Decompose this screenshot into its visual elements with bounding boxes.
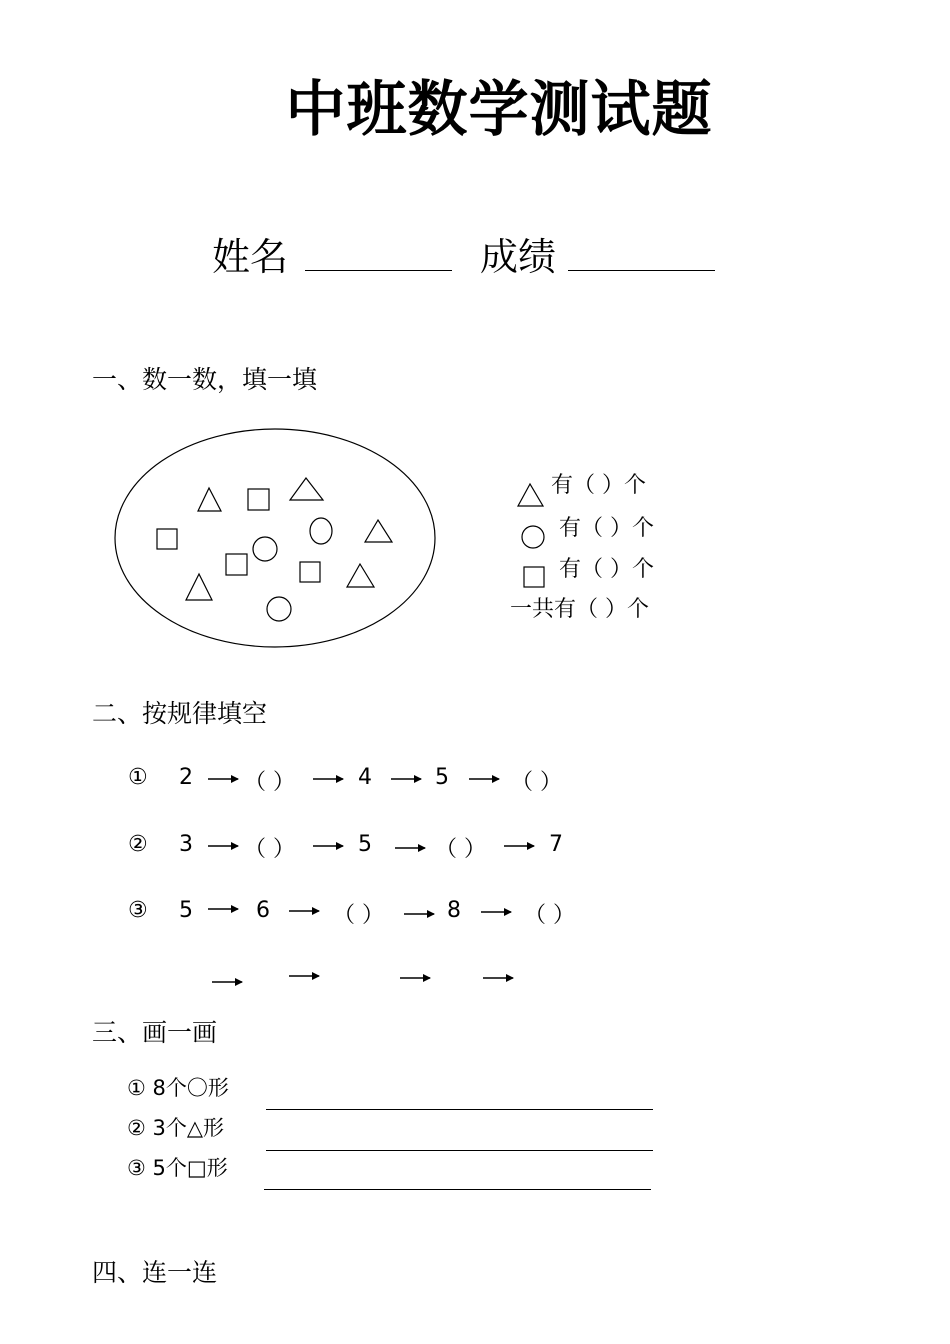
- section3-heading: 三、画一画: [92, 1018, 218, 1047]
- sequence-blank[interactable]: （ ）: [244, 770, 295, 795]
- draw-line-triangles[interactable]: [266, 1150, 653, 1151]
- sequence-item: 4: [358, 765, 372, 790]
- sequence-item: 5: [435, 765, 449, 790]
- section4-heading: 四、连一连: [92, 1258, 218, 1287]
- sequence-item: 5: [358, 832, 372, 857]
- sequence-item: 3: [179, 832, 193, 857]
- draw-row-squares: ③ 5个□形: [127, 1156, 228, 1180]
- draw-row-triangles: ② 3个△形: [127, 1116, 225, 1140]
- row-marker: ①: [128, 765, 148, 790]
- sequence-item: 6: [256, 898, 270, 923]
- draw-line-circles[interactable]: [266, 1109, 653, 1110]
- sequence-blank[interactable]: （ ）: [244, 837, 295, 862]
- circle-count-text: 有（ ）个: [559, 516, 654, 541]
- section2-heading: 二、按规律填空: [92, 699, 268, 728]
- sequence-item: 8: [447, 898, 461, 923]
- sequence-blank[interactable]: （ ）: [511, 770, 562, 795]
- row-marker: ②: [128, 832, 148, 857]
- page-title: 中班数学测试题: [285, 75, 713, 145]
- sequence-item: 7: [549, 832, 563, 857]
- sequence-item: 5: [179, 898, 193, 923]
- total-count-text: 一共有（ ）个: [510, 597, 649, 622]
- sequence-blank[interactable]: （ ）: [333, 903, 384, 928]
- name-label: 姓名: [212, 235, 289, 279]
- score-label: 成绩: [480, 235, 557, 279]
- square-count-text: 有（ ）个: [559, 557, 654, 582]
- row-marker: ③: [128, 898, 148, 923]
- draw-line-squares[interactable]: [264, 1189, 651, 1190]
- sequence-blank[interactable]: （ ）: [435, 837, 486, 862]
- triangle-count-text: 有（ ）个: [551, 473, 646, 498]
- draw-row-circles: ① 8个〇形: [127, 1076, 229, 1100]
- section1-heading: 一、数一数，填一填: [92, 365, 318, 394]
- sequence-item: 2: [179, 765, 193, 790]
- sequence-blank[interactable]: （ ）: [524, 903, 575, 928]
